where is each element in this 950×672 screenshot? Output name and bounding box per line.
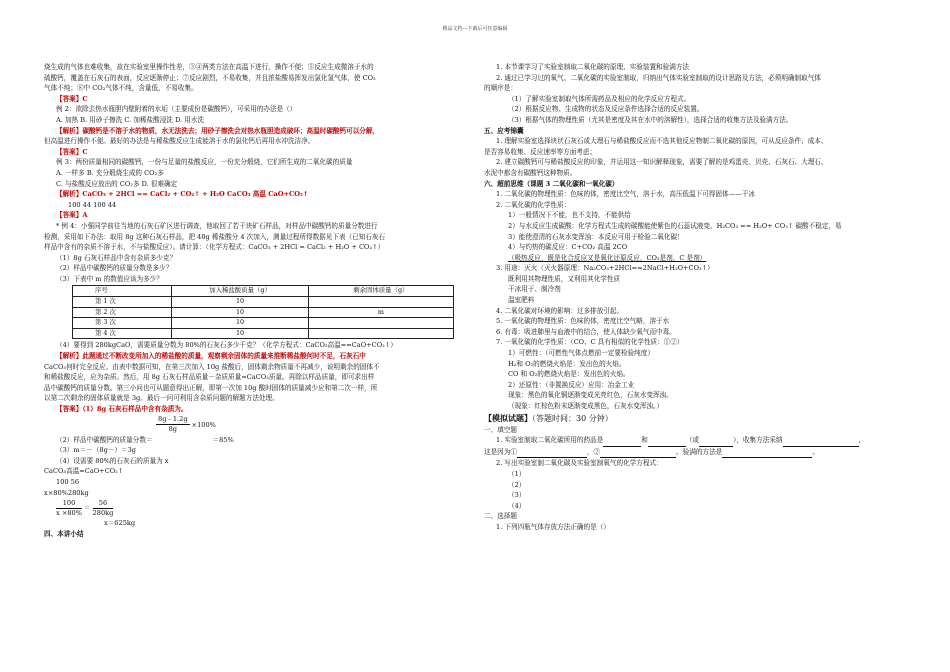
- text-line: A. 加热 B. 用砂子擦洗 C. 加稀盐酸浸洗 D. 用水洗: [56, 115, 205, 124]
- table-cell: 第 1 次: [73, 297, 172, 308]
- text-line: 既利用其物理性质，又利用其化学性质: [508, 274, 621, 283]
- text-line: 五、应考锦囊: [484, 126, 524, 135]
- text-line: 1）可燃性：（可燃性气体点燃前一定要检验纯度）: [508, 349, 654, 358]
- table-row: [73, 307, 454, 318]
- text-line: 7. 一氧化碳的化学性质：（CO、C 具有相似的化学性质：①②）: [496, 338, 684, 347]
- fraction-denominator: 8g: [168, 425, 177, 434]
- text-line: 样品中含有的杂质不溶于水，不与盐酸反应）。请计算：（化学方程式：CaCO₃ + 2HCl = CaCl₂ + H₂O + CO₂↑）: [44, 243, 385, 252]
- answer-blank: [648, 435, 686, 447]
- quiz-title-line: [484, 412, 904, 425]
- text-line: 2）还原性：（非置换反应）应用：冶金工业: [508, 380, 635, 389]
- text-line: 现象：黑色的氧化铜逐渐变成光亮红色，石灰水变浑浊。: [508, 391, 673, 400]
- section-heading: 二、选择题: [484, 512, 517, 521]
- answer-item: （3）: [508, 491, 526, 500]
- answer-item: （4）: [508, 501, 526, 510]
- calc-line: x×80%280kg: [44, 488, 89, 497]
- text-line: 【答案】（1）8g 石灰石样品中含有杂质为。: [56, 405, 188, 413]
- calc-line: （4）设需要 80%的石灰石的质量为 x: [56, 456, 169, 465]
- answer-blank: [603, 435, 641, 447]
- text-line: 3. 用途：灭火（灭火器原理：Na₂CO₃+2HCl==2NaCl+H₂O+CO₂↑）: [496, 264, 714, 273]
- fraction-numerator: 56: [93, 499, 114, 509]
- calc-text: ＝85%: [212, 435, 234, 444]
- table-header-row: [73, 286, 454, 297]
- text-line: 1）一般情况下不能，也不支持，不能供给: [508, 211, 631, 220]
- quiz-time: （答题时间：30 分钟）: [532, 413, 613, 423]
- fraction-denominator: 280kg: [92, 508, 114, 517]
- text-line: 【解析】此题通过不断改变所加入的稀盐酸的质量，观察剩余固体的质量来推断稀盐酸何时不足，石灰石中: [56, 352, 366, 361]
- text-line: （现象：红棕色粉末逐渐变成黑色，石灰水变浑浊。）: [508, 402, 663, 410]
- text-line: * 例 4：小强同学前往当地的石灰石矿区进行调查，他取回了若干块矿石样品，对样品中碳酸钙的质量分数进行: [56, 221, 378, 230]
- text-line: CaCO₃何时完全反应。由表中数据可知，在第三次加入 10g 盐酸后，固体剩余物质量不再减少，说明剩余的固体不: [44, 362, 380, 371]
- text-line: 3）能使澄清的石灰水变浑浊：本反应可用于检验二氧化碳！: [508, 232, 684, 241]
- table-cell: [308, 318, 453, 329]
- text-line: H₂和 O₂的燃烧火焰是：发出色的火焰。: [508, 359, 626, 368]
- table-row: [73, 297, 454, 308]
- text-line: （4）要得到 280kgCaO，需要质量分数为 80%的石灰石多少千克？（化学方程式：CaCO₃高温==CaO+CO₂↑）: [56, 341, 397, 350]
- table-cell: [308, 297, 453, 308]
- table-cell: 10: [172, 307, 308, 318]
- text-line: 六、超前思维（课题 3 二氧化碳和一氧化碳）: [484, 179, 619, 188]
- text-line: 2. 二氧化碳的化学性质：: [496, 200, 571, 209]
- ratio-fraction: [56, 499, 82, 518]
- text-line: 的顺序是：: [484, 84, 517, 93]
- text-line: 硫酸钙，覆盖在石灰石的表面，反应逐渐停止；⑦反应剧烈，不易收集，并且浓盐酸易挥发出氯化氢气体，使 CO₂: [44, 73, 376, 82]
- calc-line: 100 56: [56, 477, 80, 486]
- text-line: 烧生成的气体也难收集，故在实验室里操作性差，③④两类方法在高温下进行，操作不便；⑤反应生成微溶于水的: [44, 63, 374, 71]
- left-column: [44, 62, 454, 539]
- text-line: 【答案】A: [56, 211, 88, 220]
- section-heading: 一、填空题: [484, 425, 517, 434]
- calc-line: [44, 435, 454, 446]
- text-line: 品中碳酸钙的质量分数。第三小问也可从题意得出正解，即第一次加 10g 酸时固体的质量减少应和第二次一样，所: [44, 383, 378, 392]
- text-line: （3）根据气体的物理性质（尤其是密度及其在水中的溶解性），选择合适的收集方法及验满方法。: [508, 115, 793, 124]
- fraction-numerator: 8g - 1.2g: [158, 415, 188, 424]
- text-line: 例 2：欲除去热水瓶胆内壁附着的水垢（主要成份是碳酸钙），可采用的办法是（）: [56, 105, 297, 114]
- calc-line: CaCO₃高温=CaO+CO₂↑: [44, 467, 124, 476]
- ratio-fraction: [93, 499, 114, 518]
- table-cell: 10: [172, 318, 308, 329]
- table-header-cell: 加入稀盐酸质量（g）: [172, 286, 308, 297]
- question-text: 。验满的方法是: [676, 447, 723, 456]
- text-line: 气体不纯；⑧中 CO₂气体不纯，含量低，不易收集。: [44, 84, 198, 93]
- calc-line: [44, 498, 454, 518]
- table-cell: 第 2 次: [73, 307, 172, 318]
- text-line: 检测，采用如下办法：取用 8g 这种石灰石样品，把 40g 稀盐酸分 4 次加入，测量过程所得数据见下表（已知石灰石: [44, 232, 386, 241]
- question-text: 这是因为①: [484, 447, 517, 456]
- text-line: 1. 本节课学习了实验室制取二氧化碳的原理、实验装置和验满方法: [496, 63, 690, 71]
- text-line: A. 一样多 B. 充分煅烧生成的 CO₂多: [56, 168, 164, 177]
- question-text: 1. 实验室制取二氧化碳所用的药品是: [496, 436, 604, 445]
- table-header-cell: 剩余固体质量（g）: [308, 286, 453, 297]
- text-line: 【解析】碳酸钙是不溶于水的物质，水无法洗去；用砂子擦洗会对热水瓶胆造成破坏；高温时碳酸钙可以分解，: [56, 126, 380, 135]
- question-line: [484, 435, 904, 447]
- fraction-denominator: x ×80%: [56, 508, 82, 517]
- answer-blank: [517, 447, 587, 459]
- table-cell: [308, 328, 453, 339]
- text-line: （1）了解实验室制取气体所需药品及相应的化学反应方程式。: [508, 94, 691, 103]
- text-line: （1）8g 石灰石样品中含有杂质多少克？: [56, 253, 177, 262]
- question-text: 。: [812, 447, 819, 456]
- question-text: 和: [641, 436, 648, 445]
- percentage-fraction: [156, 415, 190, 434]
- table-row: [73, 318, 454, 329]
- text-line: 1. 二氧化碳的物理性质：色味的体，密度比空气，溶于水，高压低温下可得固体——干冰: [496, 190, 755, 199]
- answer-item: （1）: [508, 469, 526, 478]
- table-row: [73, 328, 454, 339]
- calc-text: （2）样品中碳酸钙的质量分数＝: [56, 435, 153, 444]
- data-table: [72, 285, 454, 339]
- table-header-cell: 序号: [73, 286, 172, 297]
- page-header: 精品文档---下载后可任意编辑: [442, 26, 508, 32]
- question-text: （或: [685, 436, 700, 445]
- answer-blank: [600, 447, 676, 459]
- fraction-numerator: 100: [56, 499, 82, 509]
- section-heading: 四、本讲小结: [44, 529, 84, 538]
- text-line: C. 与盐酸反应放出的 CO₂多 D. 很难确定: [56, 179, 178, 188]
- text-line: 【解析】CaCO₃ + 2HCl == CaCl₂ + CO₂↑ + H₂O CaCO₃ 高温 CaO+CO₂↑: [56, 190, 309, 199]
- table-cell: 10: [172, 297, 308, 308]
- text-line: 以第二次剩余的固体质量就是 3g。最后一问可利用含杂质问题的解题方法处理。: [44, 394, 279, 403]
- question-line: 2. 写出实验室制二氧化碳及实验室制氧气的化学方程式：: [496, 459, 663, 468]
- quiz-title: 【模拟试题】: [484, 412, 532, 423]
- text-line: 100 44 100 44: [68, 200, 117, 209]
- table-cell: m: [308, 307, 453, 318]
- calc-text: ＝: [84, 504, 91, 513]
- text-line: 例 3：两份质量相同的碳酸钙，一份与足量的盐酸反应，一份充分煅烧，它们所生成的二氧化碳的质量: [56, 158, 353, 167]
- answer-blank: [783, 435, 859, 447]
- text-line: （3）下表中 m 的数值应该为多少？: [56, 274, 163, 283]
- text-line: 温室肥料: [508, 296, 535, 305]
- calc-line: （3）m＝－（8g－）＝3g: [56, 446, 137, 455]
- text-line: 2. 通过已学习过的氧气、二氧化碳的实验室制取，归纳出气体实验室制取的设计思路及方法，必须明确制取气体: [496, 73, 821, 82]
- text-line: 【答案】C: [56, 94, 88, 103]
- text-line: 干冰用于、制冷剂: [508, 285, 561, 294]
- text-line: 4. 二氧化碳对环境的影响：过多排放引起。: [496, 306, 624, 315]
- calc-line: [44, 415, 454, 435]
- text-line: 6. 有毒：吸进肺里与血液中的结合，使人体缺少氧气而中毒。: [496, 327, 676, 336]
- text-line: 4）与灼热的碳反应：C+CO₂ 高温 2CO: [508, 243, 628, 252]
- text-line: 但高温进行操作不便。最好的办法是与稀盐酸反应生成能溶于水的氯化钙后再用水冲洗洁净。: [44, 137, 315, 146]
- text-line: （吸热反应，既是化合反应又是氧化还原反应，CO₂是剂，C 是剂）: [508, 253, 707, 262]
- text-line: 【答案】C: [56, 147, 88, 156]
- text-line: 和稀盐酸反应，应为杂质。然后，用 8g 石灰石样品质量－杂质质量=CaCO₃质量。再除以样品质量，即可求出样: [44, 373, 375, 382]
- text-line: 2）与水反应生成碳酸：化学方程式生成的碳酸能使紫色的石蕊试液变，H₂CO₃ == H₂O+ CO₂↑ 碳酸不稳定，易: [508, 221, 842, 230]
- answer-blank: [699, 435, 733, 447]
- question-line: 1. 下列四瓶气体存放方法正确的是（）: [496, 522, 610, 531]
- table-cell: 第 4 次: [73, 328, 172, 339]
- text-line: （2）样品中碳酸钙的质量分数是多少？: [56, 264, 173, 273]
- text-line: 1. 理解实验室选择块状石灰石或大理石与稀盐酸反应而不选其他反应物制二氧化碳的原因，可从反应条件、成本、: [496, 137, 828, 146]
- table-cell: 10: [172, 328, 308, 339]
- answer-item: （2）: [508, 480, 526, 489]
- table-cell: 第 3 次: [73, 318, 172, 329]
- text-line: 5. 一氧化碳的物理性质：色味的体，密度比空气略，溶于水: [496, 317, 670, 326]
- answer-blank: [722, 447, 812, 459]
- calc-line: x＝625kg: [104, 519, 136, 528]
- text-line: 2. 建立碳酸钙可与稀盐酸反应的印象，并运用这一知识解释现象，需要了解的是鸡蛋壳、贝壳、石灰石、大理石、: [496, 158, 828, 167]
- question-text: ，②: [586, 447, 601, 456]
- calc-text: ×100%: [191, 420, 216, 429]
- right-column: [484, 62, 904, 533]
- question-line: [484, 447, 904, 459]
- text-line: （2）根据反应物、生成物的状态及反应条件选择合适的反应装置。: [508, 105, 704, 114]
- text-line: 水泥中都含有碳酸钙这种物质。: [484, 168, 577, 177]
- question-text: ，: [858, 436, 866, 445]
- text-line: 是否容易收集、反应速率等方面考虑；: [484, 147, 597, 156]
- text-line: CO 和 O₂的燃烧火焰是：发出色的火焰。: [508, 370, 630, 379]
- question-text: ），收集方法采纳: [733, 436, 783, 445]
